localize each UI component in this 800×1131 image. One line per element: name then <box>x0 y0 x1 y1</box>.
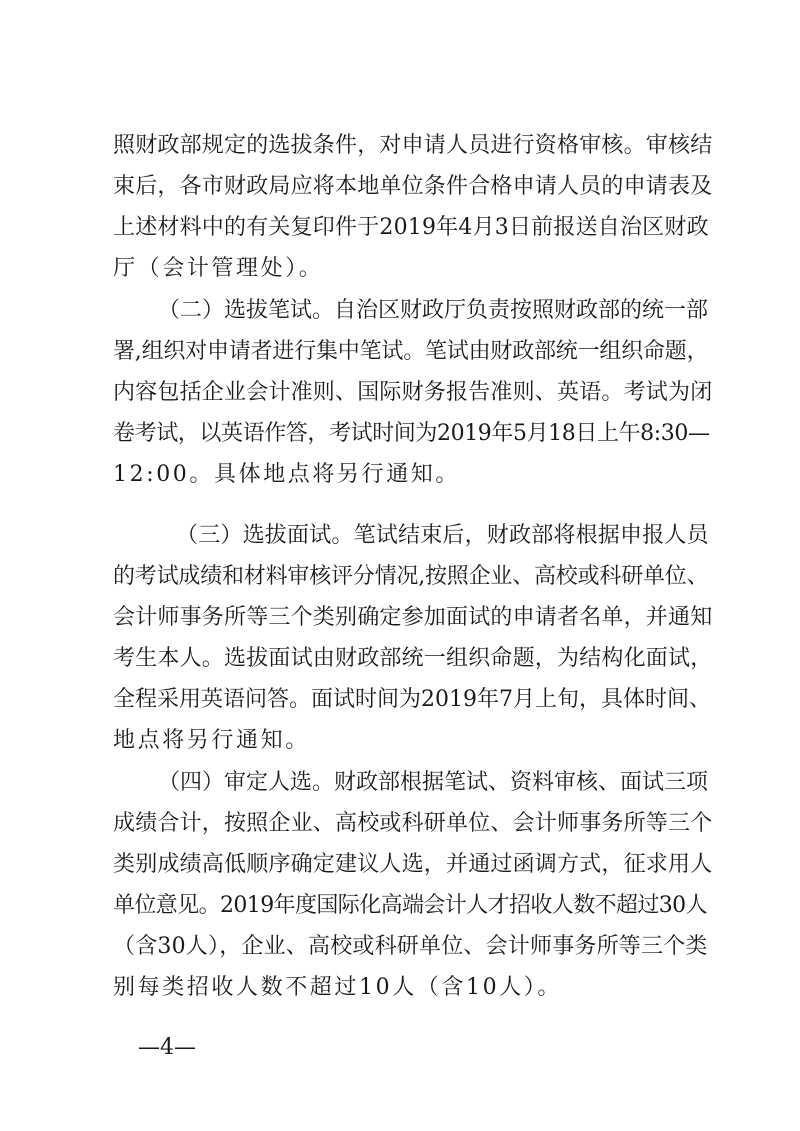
paragraph-line: 单位意见。2019年度国际化高端会计人才招收人数不超过30人 <box>113 893 707 918</box>
paragraph-line: 全程采用英语问答。面试时间为2019年7月上旬，具体时间、 <box>113 687 711 712</box>
paragraph-line: 类别成绩高低顺序确定建议人选，并通过函调方式，征求用人 <box>113 852 713 877</box>
paragraph-line: 成绩合计，按照企业、高校或科研单位、会计师事务所等三个 <box>113 811 713 836</box>
paragraph-line: 照财政部规定的选拔条件，对申请人员进行资格审核。审核结 <box>113 133 713 158</box>
paragraph-line: 12:00。具体地点将另行通知。 <box>113 462 461 487</box>
paragraph-line: 厅（会计管理处）。 <box>113 256 324 281</box>
paragraph-line: 上述材料中的有关复印件于2019年4月3日前报送自治区财政 <box>113 215 709 240</box>
paragraph-line: 卷考试，以英语作答，考试时间为2019年5月18日上午8:30— <box>113 421 710 446</box>
paragraph-line: 署,组织对申请者进行集中笔试。笔试由财政部统一组织命题， <box>113 339 709 364</box>
paragraph-line: 会计师事务所等三个类别确定参加面试的申请者名单，并通知 <box>113 605 713 630</box>
paragraph-line: （含30人），企业、高校或科研单位、会计师事务所等三个类 <box>113 934 708 959</box>
paragraph-line: 的考试成绩和材料审核评分情况,按照企业、高校或科研单位、 <box>113 564 709 589</box>
paragraph-line: 束后，各市财政局应将本地单位条件合格申请人员的申请表及 <box>113 174 713 199</box>
paragraph-line: 考生本人。选拔面试由财政部统一组织命题，为结构化面试， <box>113 646 713 671</box>
page-number: —4— <box>138 1035 196 1060</box>
section-heading-line: （四）审定人选。财政部根据笔试、资料审核、面试三项 <box>158 770 709 795</box>
paragraph-line: 内容包括企业会计准则、国际财务报告准则、英语。考试为闭 <box>113 380 713 405</box>
section-heading-line: （二）选拔笔试。自治区财政厅负责按照财政部的统一部 <box>158 298 709 323</box>
paragraph-line: 别每类招收人数不超过10人（含10人）。 <box>113 975 562 1000</box>
paragraph-line: 地点将另行通知。 <box>113 728 310 753</box>
section-heading-line: （三）选拔面试。笔试结束后，财政部将根据申报人员 <box>176 523 709 548</box>
